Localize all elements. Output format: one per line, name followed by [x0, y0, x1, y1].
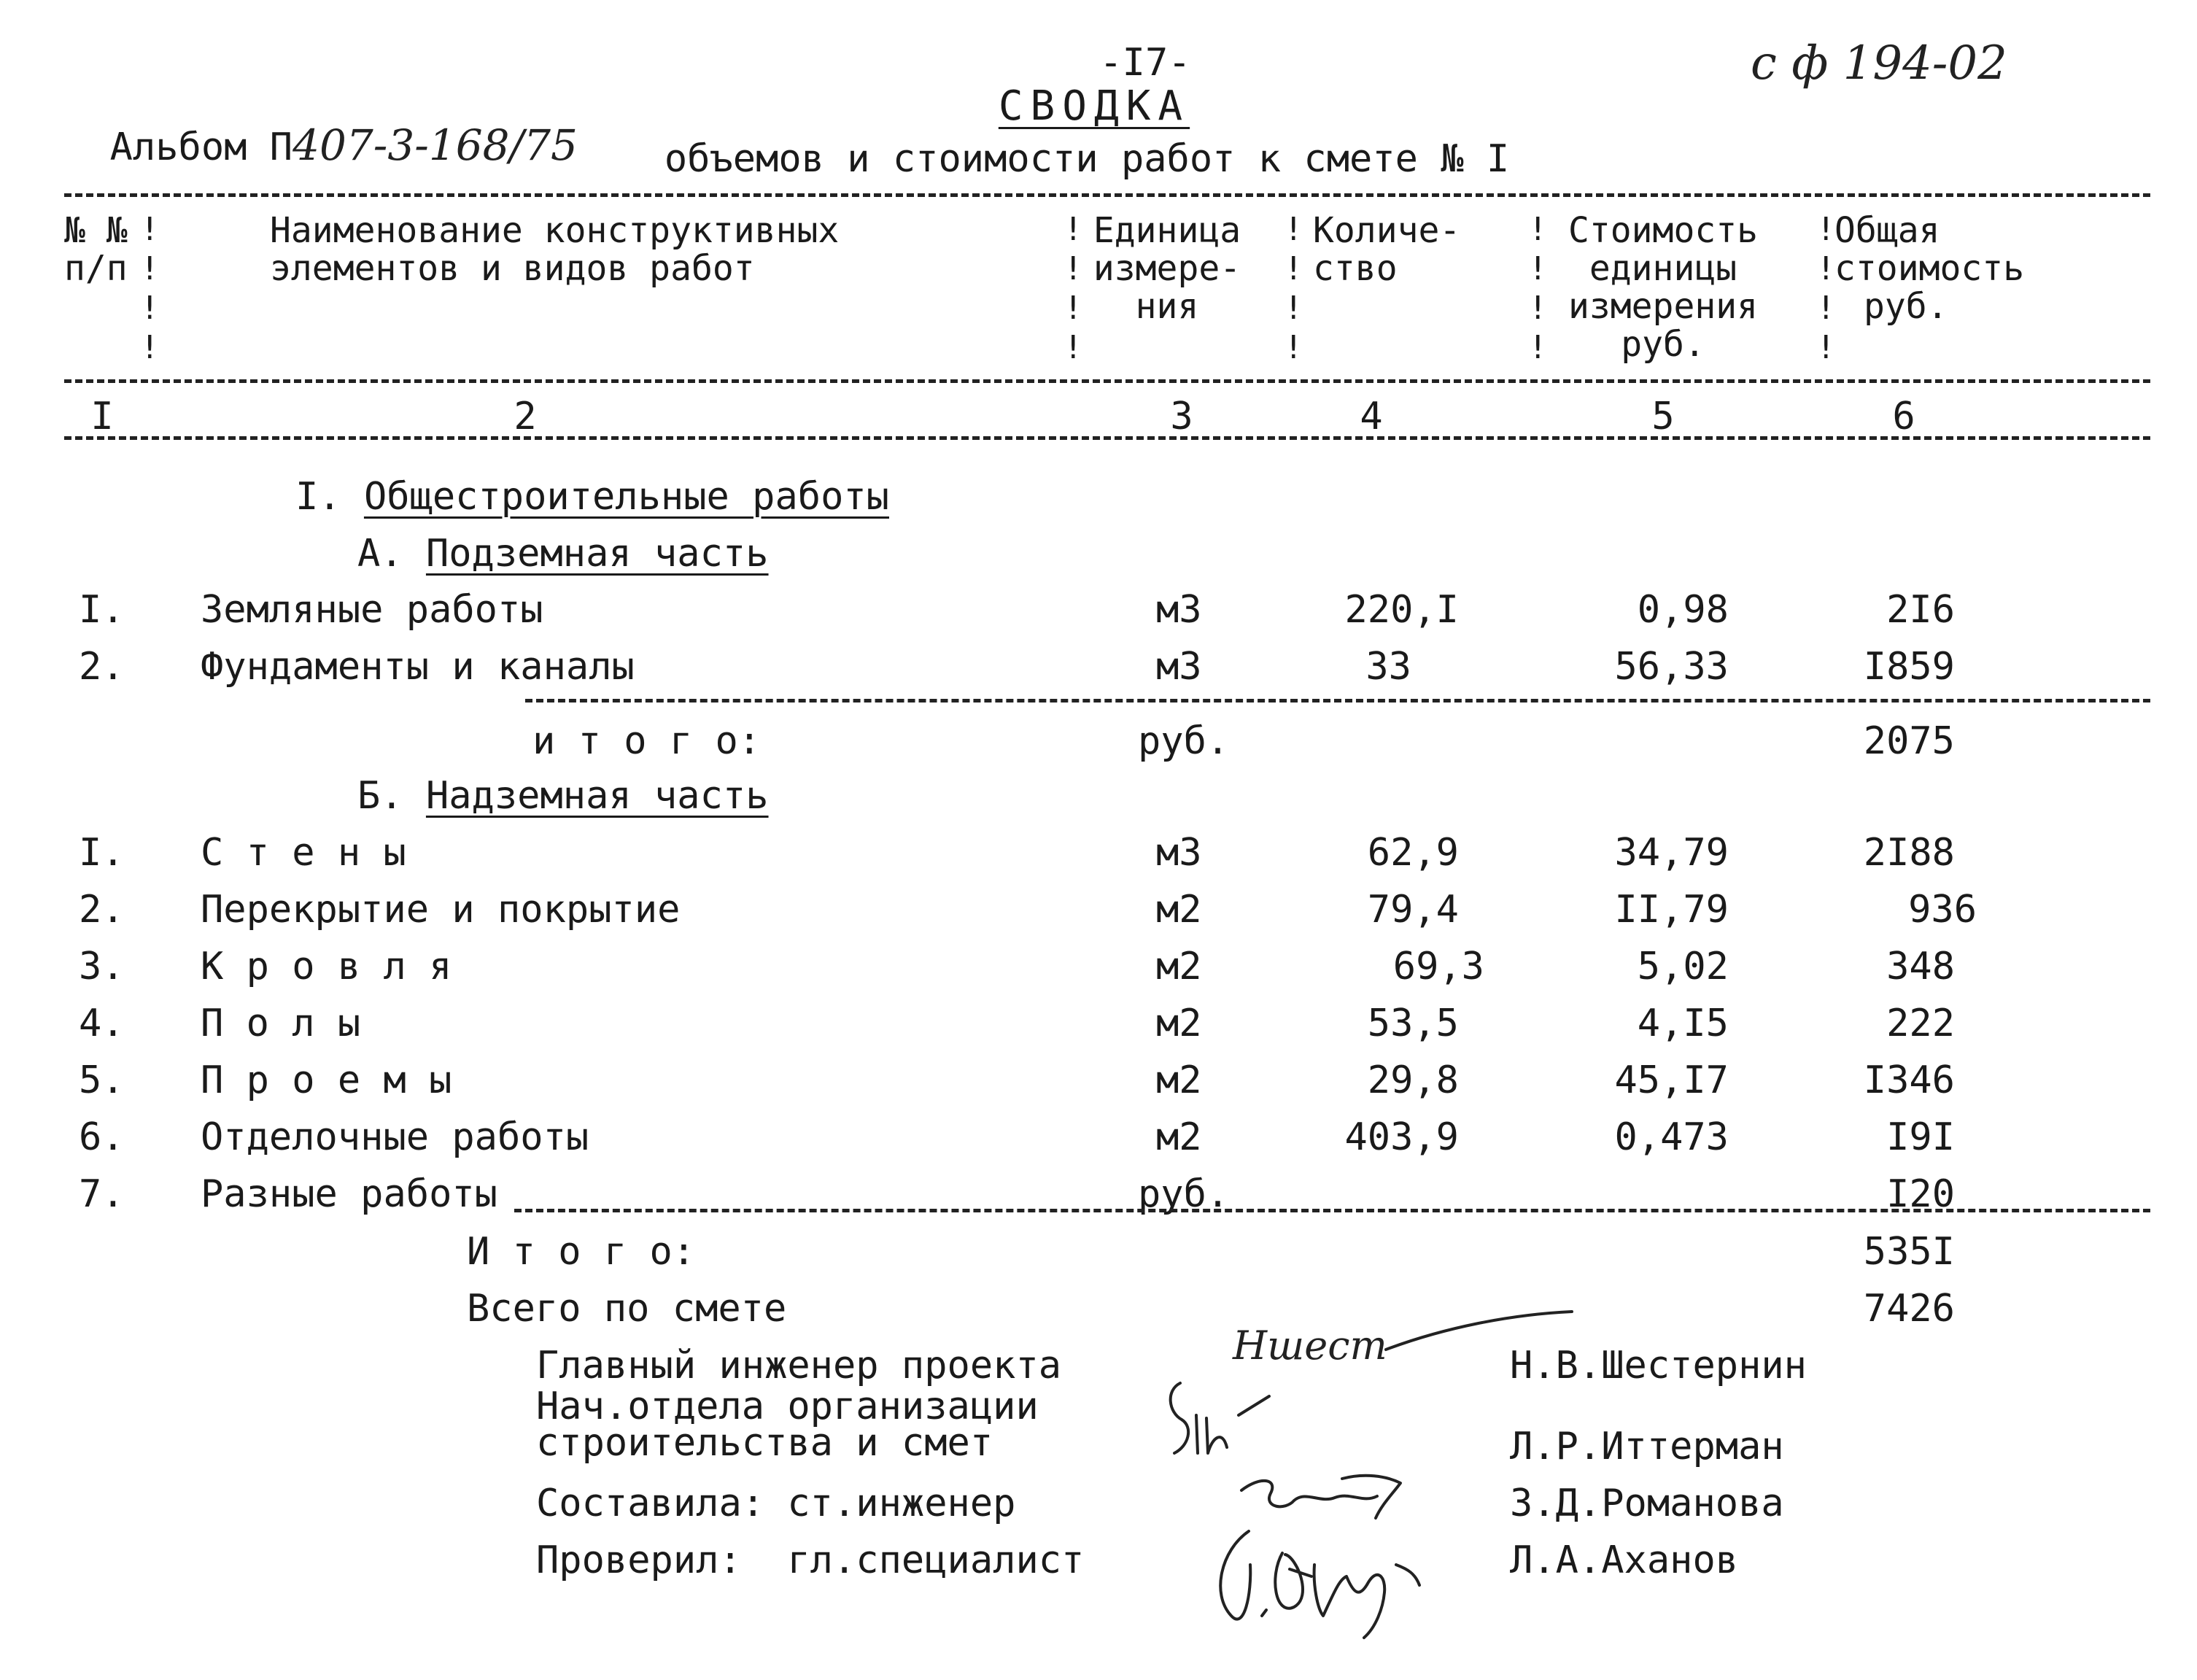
row-price: 4,I5: [1637, 1002, 1729, 1045]
section-heading: [295, 475, 889, 519]
col-header-5: [1546, 212, 1780, 363]
signature-name: Л.Р.Иттерман: [1510, 1425, 1784, 1468]
row-price: 45,I7: [1614, 1058, 1729, 1102]
row-qty: 69,3: [1392, 945, 1484, 988]
col-4-line-1: Количе-: [1313, 210, 1461, 251]
subsection-b-title: Надземная часть: [425, 774, 769, 818]
row-qty: 403,9: [1344, 1115, 1459, 1159]
row-total: 2I6: [1886, 588, 1955, 632]
subsection-a-heading: [357, 532, 769, 576]
signature-role: Составила: ст.инженер: [536, 1482, 1016, 1525]
row-number: I.: [79, 831, 125, 875]
col-2-line-1: Наименование конструктивных: [270, 210, 840, 251]
col-3-line-1: Единица: [1093, 210, 1241, 251]
row-qty: 220,I: [1344, 588, 1459, 632]
row-name: П о л ы: [201, 1002, 361, 1045]
col-number-3: 3: [1170, 395, 1193, 438]
row-total: 222: [1886, 1002, 1955, 1045]
signature-role: Главный инженер проекта: [536, 1344, 1062, 1387]
row-total: I20: [1886, 1172, 1955, 1216]
col-1-line-1: № №: [64, 210, 128, 251]
row-price: 0,98: [1637, 588, 1729, 632]
subtotal-total: 2075: [1863, 719, 1955, 763]
album-prefix: Альбом П: [109, 125, 293, 169]
row-name: Фундаменты и каналы: [201, 645, 635, 689]
col-3-line-3: ния: [1135, 286, 1199, 327]
row-unit: м3: [1156, 588, 1202, 632]
row-price: 56,33: [1614, 645, 1729, 689]
row-total: 348: [1886, 945, 1955, 988]
section-title: Общестроительные работы: [363, 475, 889, 519]
section-number: I.: [295, 475, 341, 519]
row-number: 5.: [79, 1058, 125, 1102]
row-total: I346: [1863, 1058, 1955, 1102]
signature-name: Н.В.Шестернин: [1510, 1344, 1807, 1387]
subsection-b-heading: [357, 774, 769, 818]
col-header-1: [64, 212, 128, 287]
col-number-6: 6: [1892, 395, 1915, 438]
subsection-b-letter: Б.: [357, 774, 403, 818]
signature-name: З.Д.Романова: [1510, 1482, 1784, 1525]
row-name: Земляные работы: [201, 588, 543, 632]
row-total: I859: [1863, 645, 1955, 689]
col-separator: ! ! ! !: [1816, 211, 1836, 366]
col-6-line-1: Общая: [1834, 210, 1940, 251]
col-number-4: 4: [1360, 395, 1383, 438]
row-qty: 79,4: [1367, 888, 1459, 932]
signature-role: Нач.отдела организации строительства и смет: [536, 1385, 1039, 1465]
row-name: П р о е м ы: [201, 1058, 452, 1102]
signature-4: [1204, 1506, 1452, 1645]
col-4-line-2: ство: [1313, 248, 1398, 289]
subtotal-label: и т о г о:: [532, 719, 762, 763]
row-qty: 29,8: [1367, 1058, 1459, 1102]
col-number-1: I: [90, 395, 114, 438]
col-separator: ! ! ! !: [1063, 211, 1083, 366]
row-number: 4.: [79, 1002, 125, 1045]
row-total: 2I88: [1863, 831, 1955, 875]
page-number: -I7-: [1099, 41, 1191, 85]
row-name: Разные работы: [201, 1172, 497, 1216]
row-name: К р о в л я: [201, 945, 452, 988]
row-number: 7.: [79, 1172, 125, 1216]
row-number: I.: [79, 588, 125, 632]
row-name: С т е н ы: [201, 831, 406, 875]
row-price: 0,473: [1614, 1115, 1729, 1159]
col-5-line-1: Стоимость: [1568, 210, 1759, 251]
row-price: 5,02: [1637, 945, 1729, 988]
col-1-line-2: п/п: [64, 248, 128, 289]
document-title: СВОДКА: [998, 82, 1190, 130]
col-5-line-4: руб.: [1621, 324, 1705, 365]
row-name: Отделочные работы: [201, 1115, 589, 1159]
subtotal-rule: [525, 699, 2150, 702]
row-total: 936: [1908, 888, 1977, 932]
signature-name: Л.А.Аханов: [1510, 1538, 1739, 1582]
subsection-a-letter: А.: [357, 532, 403, 576]
header-bottom-rule: [64, 379, 2150, 383]
table-top-rule: [64, 193, 2150, 197]
col-separator: ! ! ! !: [140, 211, 160, 366]
row-number: 6.: [79, 1115, 125, 1159]
row-unit: м3: [1156, 831, 1202, 875]
row-unit: руб.: [1138, 1172, 1230, 1216]
row-qty: 62,9: [1367, 831, 1459, 875]
subtotal-label: И т о г о:: [467, 1230, 696, 1274]
subtotal-total: 535I: [1863, 1230, 1955, 1274]
col-separator: ! ! ! !: [1528, 211, 1548, 366]
col-6-line-3: руб.: [1864, 286, 1948, 327]
row-name: Перекрытие и покрытие: [201, 888, 681, 932]
col-header-6: [1834, 212, 2024, 325]
col-3-line-2: измере-: [1093, 248, 1241, 289]
handwritten-signature: Ншест: [1233, 1323, 1387, 1369]
row-unit: м2: [1156, 945, 1202, 988]
col-2-line-2: элементов и видов работ: [270, 248, 755, 289]
col-header-3: [1080, 212, 1255, 325]
col-separator: ! ! ! !: [1284, 211, 1303, 366]
row-number: 2.: [79, 888, 125, 932]
row-number: 2.: [79, 645, 125, 689]
row-unit: м2: [1156, 1115, 1202, 1159]
row-unit: м3: [1156, 645, 1202, 689]
row-price: 34,79: [1614, 831, 1729, 875]
col-5-line-3: измерения: [1568, 286, 1759, 327]
row-unit: м2: [1156, 1058, 1202, 1102]
subsection-a-title: Подземная часть: [425, 532, 769, 576]
grand-total-label: Всего по смете: [467, 1287, 787, 1331]
subtotal-rule: [514, 1209, 2150, 1212]
row-qty: 53,5: [1367, 1002, 1459, 1045]
col-header-4: [1313, 212, 1460, 287]
row-price: II,79: [1614, 888, 1729, 932]
signature-role: Проверил: гл.специалист: [536, 1538, 1085, 1582]
album-number: 407-3-168/75: [292, 120, 578, 170]
row-number: 3.: [79, 945, 125, 988]
album-label: [64, 86, 578, 170]
signature-2: [1160, 1371, 1306, 1474]
row-unit: м2: [1156, 888, 1202, 932]
corner-note: с ф 194-02: [1751, 36, 2007, 90]
col-number-2: 2: [514, 395, 537, 438]
col-number-5: 5: [1651, 395, 1675, 438]
row-total: I9I: [1886, 1115, 1955, 1159]
row-qty: 33: [1365, 645, 1411, 689]
subtotal-unit: руб.: [1138, 719, 1230, 763]
document-subtitle: объемов и стоимости работ к смете № I: [664, 137, 1510, 181]
col-5-line-2: единицы: [1589, 248, 1737, 289]
col-header-2: [270, 212, 839, 287]
row-unit: м2: [1156, 1002, 1202, 1045]
col-numbers-rule: [64, 436, 2150, 440]
grand-total-value: 7426: [1863, 1287, 1955, 1331]
col-6-line-2: стоимость: [1834, 248, 2025, 289]
